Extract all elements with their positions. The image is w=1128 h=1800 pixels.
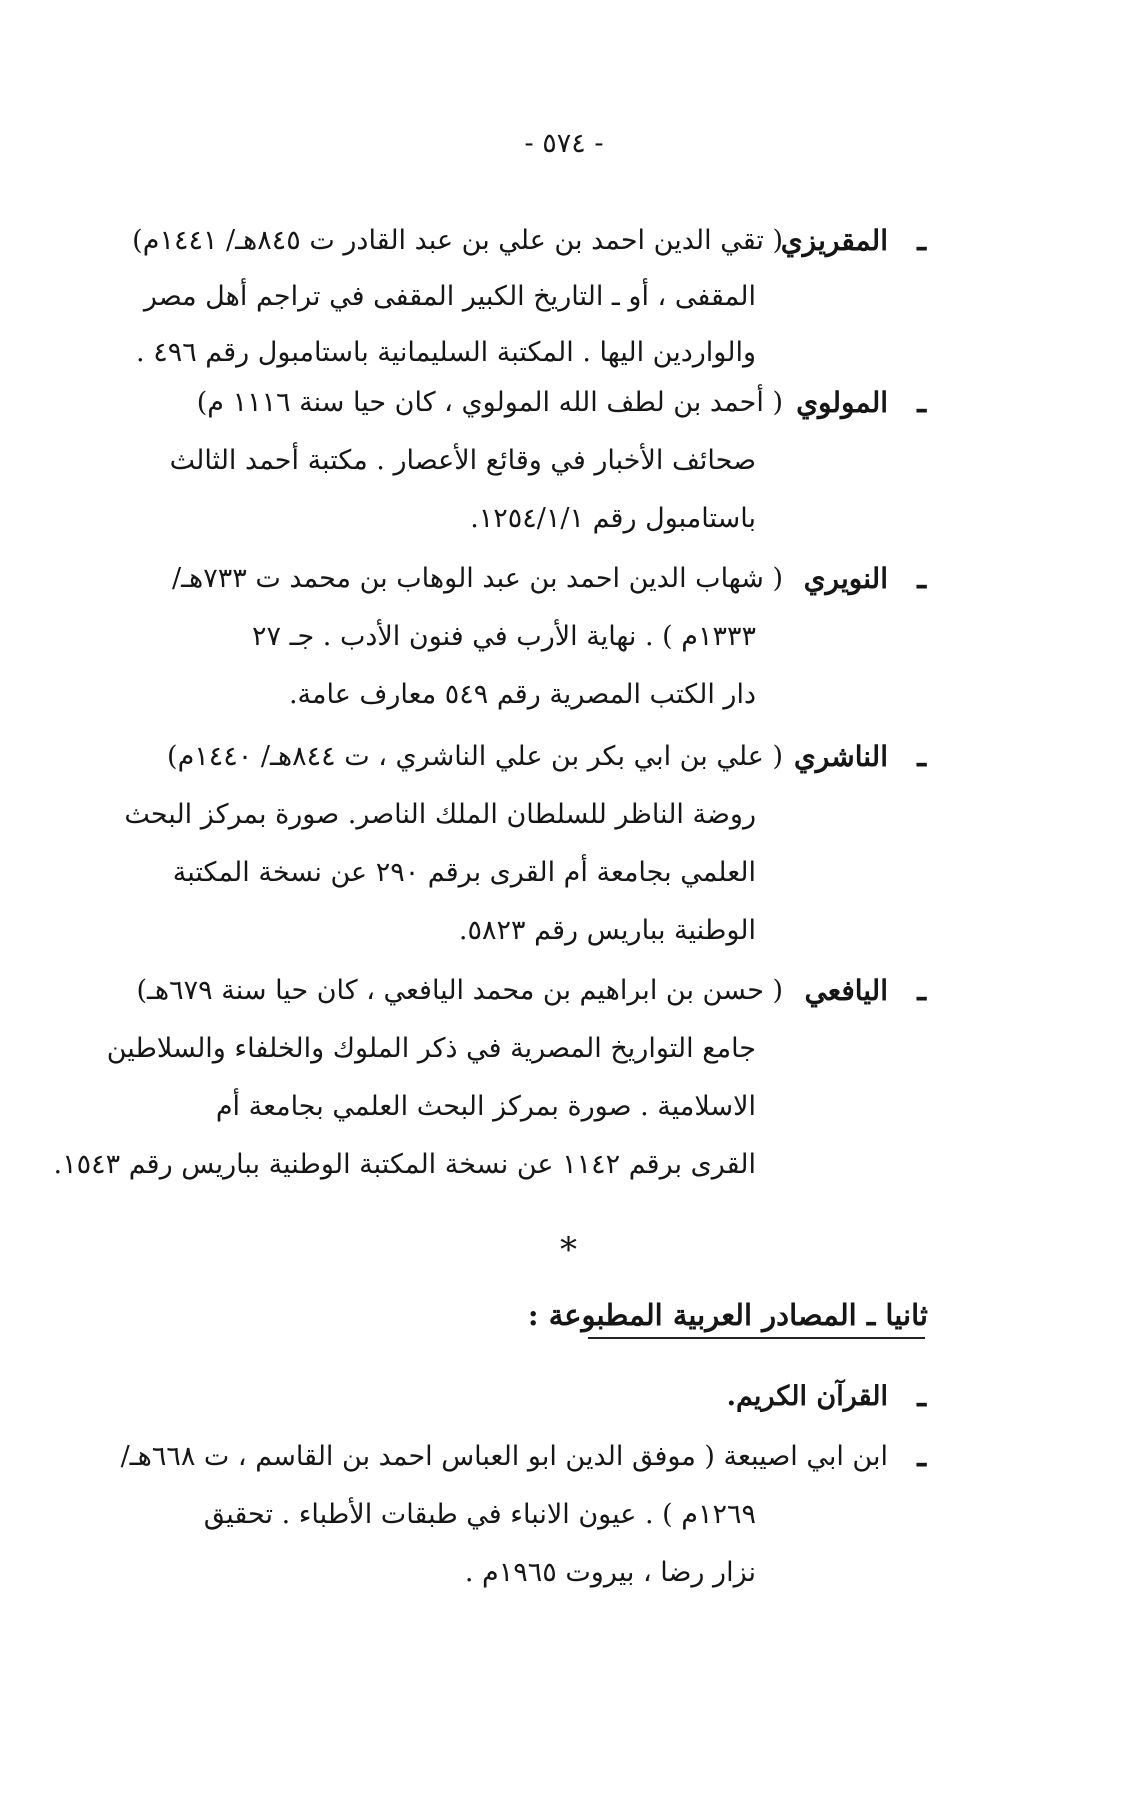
entry-line: القرى برقم ١١٤٢ عن نسخة المكتبة الوطنية بباريس رقم ١٥٤٣. bbox=[53, 1149, 756, 1180]
entry-line: ( أحمد بن لطف الله المولوي ، كان حيا سنة ١١١٦ م) bbox=[196, 387, 783, 418]
entry-line: الوطنية بباريس رقم ٥٨٢٣. bbox=[458, 915, 756, 946]
entry-line: نزار رضا ، بيروت ١٩٦٥م . bbox=[464, 1557, 756, 1588]
entry-line: ( حسن بن ابراهيم بن محمد اليافعي ، كان حيا سنة ٦٧٩هـ) bbox=[136, 975, 783, 1006]
heading-underline bbox=[588, 1337, 925, 1339]
section-separator: * bbox=[560, 1230, 577, 1270]
entry-line: دار الكتب المصرية رقم ٥٤٩ معارف عامة. bbox=[288, 679, 756, 710]
bullet-dash: ـ bbox=[917, 561, 926, 596]
entry-line: ابن ابي اصيبعة ( موفق الدين ابو العباس احمد بن القاسم ، ت ٦٦٨هـ/ bbox=[120, 1441, 888, 1472]
entry-line: الاسلامية . صورة بمركز البحث العلمي بجامعة أم bbox=[215, 1091, 756, 1122]
entry-line: ( علي بن ابي بكر بن علي الناشري ، ت ٨٤٤هـ/ ١٤٤٠م) bbox=[167, 741, 783, 772]
entry-line: القرآن الكريم. bbox=[726, 1381, 888, 1412]
entry-line: ١٣٣٣م ) . نهاية الأرب في فنون الأدب . جـ ٢٧ bbox=[252, 621, 756, 652]
entry-line: ١٢٦٩م ) . عيون الانباء في طبقات الأطباء . تحقيق bbox=[203, 1499, 756, 1530]
entry-author: النويري bbox=[803, 562, 888, 595]
bullet-dash: ـ bbox=[917, 1439, 926, 1474]
entry-line: صحائف الأخبار في وقائع الأعصار . مكتبة أحمد الثالث bbox=[169, 445, 756, 476]
entry-author: الناشري bbox=[793, 740, 888, 773]
entry-line: روضة الناظر للسلطان الملك الناصر. صورة بمركز البحث bbox=[124, 799, 756, 830]
entry-line: المقفى ، أو ـ التاريخ الكبير المقفى في تراجم أهل مصر bbox=[143, 281, 756, 312]
entry-author: المقريزي bbox=[780, 224, 888, 257]
entry-author: المولوي bbox=[796, 386, 888, 419]
entry-author: اليافعي bbox=[804, 974, 888, 1007]
entry-line: ( شهاب الدين احمد بن عبد الوهاب بن محمد ت ٧٣٣هـ/ bbox=[172, 563, 783, 594]
bullet-dash: ـ bbox=[917, 223, 926, 258]
entry-line: جامع التواريخ المصرية في ذكر الملوك والخلفاء والسلاطين bbox=[106, 1033, 756, 1064]
entry-line: والواردين اليها . المكتبة السليمانية باستامبول رقم ٤٩٦ . bbox=[136, 337, 756, 368]
bullet-dash: ـ bbox=[917, 1379, 926, 1414]
bullet-dash: ـ bbox=[917, 385, 926, 420]
bullet-dash: ـ bbox=[917, 739, 926, 774]
entry-line: ( تقي الدين احمد بن علي بن عبد القادر ت ٨٤٥هـ/ ١٤٤١م) bbox=[132, 225, 783, 256]
page-number: - ٥٧٤ - bbox=[524, 128, 604, 159]
section-heading: ثانيا ـ المصادر العربية المطبوعة : bbox=[527, 1298, 928, 1332]
entry-line: العلمي بجامعة أم القرى برقم ٢٩٠ عن نسخة المكتبة bbox=[172, 857, 756, 888]
bullet-dash: ـ bbox=[917, 973, 926, 1008]
entry-line: باستامبول رقم ١٢٥٤/١/١. bbox=[470, 503, 756, 534]
